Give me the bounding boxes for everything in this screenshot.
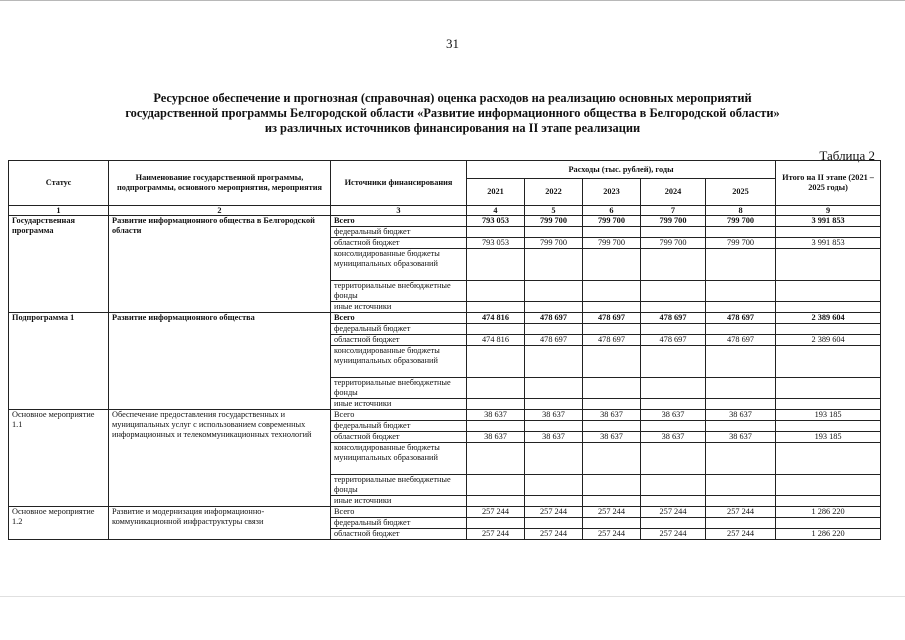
row-name: Развитие информационного общества bbox=[109, 313, 331, 410]
row-source: территориальные внебюджетные фонды bbox=[331, 281, 467, 302]
total-value-cell bbox=[776, 302, 881, 313]
year-value-cell: 478 697 bbox=[583, 335, 641, 346]
year-value-cell: 257 244 bbox=[525, 507, 583, 518]
year-value-cell bbox=[583, 496, 641, 507]
year-value-cell bbox=[706, 399, 776, 410]
row-source: иные источники bbox=[331, 302, 467, 313]
column-number: 4 bbox=[467, 206, 525, 216]
header-year: 2023 bbox=[583, 179, 641, 206]
row-source: Всего bbox=[331, 410, 467, 421]
total-value-cell bbox=[776, 518, 881, 529]
header-expenses: Расходы (тыс. рублей), годы bbox=[467, 161, 776, 179]
row-source: областной бюджет bbox=[331, 238, 467, 249]
year-value-cell bbox=[641, 378, 706, 399]
row-name: Обеспечение предоставления государственных и муниципальных услуг с использованием современных информационных и телекоммуникационных технологий bbox=[109, 410, 331, 507]
row-source: территориальные внебюджетные фонды bbox=[331, 378, 467, 399]
year-value-cell bbox=[641, 475, 706, 496]
year-value-cell: 257 244 bbox=[525, 529, 583, 540]
page-top-rule bbox=[0, 0, 905, 1]
year-value-cell bbox=[525, 346, 583, 378]
year-value-cell bbox=[706, 475, 776, 496]
year-value-cell bbox=[706, 496, 776, 507]
year-value-cell: 257 244 bbox=[583, 529, 641, 540]
row-source: Всего bbox=[331, 313, 467, 324]
row-status: Основное мероприятие 1.1 bbox=[9, 410, 109, 507]
total-value-cell: 193 185 bbox=[776, 432, 881, 443]
year-value-cell bbox=[641, 518, 706, 529]
page-bottom-rule bbox=[0, 596, 905, 597]
year-value-cell bbox=[467, 249, 525, 281]
year-value-cell bbox=[525, 421, 583, 432]
year-value-cell bbox=[706, 378, 776, 399]
year-value-cell bbox=[583, 421, 641, 432]
year-value-cell: 793 053 bbox=[467, 216, 525, 227]
year-value-cell bbox=[467, 346, 525, 378]
total-value-cell: 3 991 853 bbox=[776, 238, 881, 249]
year-value-cell: 799 700 bbox=[641, 216, 706, 227]
header-status: Статус bbox=[9, 161, 109, 206]
page-number: 31 bbox=[446, 36, 459, 51]
year-value-cell bbox=[706, 443, 776, 475]
year-value-cell bbox=[467, 302, 525, 313]
year-value-cell bbox=[706, 249, 776, 281]
year-value-cell bbox=[525, 496, 583, 507]
total-value-cell: 2 389 604 bbox=[776, 313, 881, 324]
column-number: 5 bbox=[525, 206, 583, 216]
total-value-cell bbox=[776, 378, 881, 399]
row-status: Государственная программа bbox=[9, 216, 109, 313]
title-line: Ресурсное обеспечение и прогнозная (справочная) оценка расходов на реализацию основных мероприятий bbox=[153, 91, 752, 105]
column-number: 2 bbox=[109, 206, 331, 216]
year-value-cell bbox=[583, 346, 641, 378]
year-value-cell: 38 637 bbox=[467, 410, 525, 421]
row-source: федеральный бюджет bbox=[331, 227, 467, 238]
year-value-cell: 38 637 bbox=[525, 410, 583, 421]
column-number: 3 bbox=[331, 206, 467, 216]
year-value-cell: 478 697 bbox=[706, 313, 776, 324]
header-year: 2021 bbox=[467, 179, 525, 206]
year-value-cell: 257 244 bbox=[583, 507, 641, 518]
column-number-row bbox=[9, 206, 881, 216]
year-value-cell: 38 637 bbox=[467, 432, 525, 443]
total-value-cell bbox=[776, 496, 881, 507]
year-value-cell bbox=[641, 496, 706, 507]
year-value-cell: 38 637 bbox=[706, 432, 776, 443]
year-value-cell bbox=[706, 518, 776, 529]
year-value-cell bbox=[583, 227, 641, 238]
year-value-cell: 478 697 bbox=[641, 335, 706, 346]
year-value-cell bbox=[467, 518, 525, 529]
year-value-cell: 38 637 bbox=[641, 410, 706, 421]
row-source: территориальные внебюджетные фонды bbox=[331, 475, 467, 496]
year-value-cell bbox=[583, 518, 641, 529]
year-value-cell: 38 637 bbox=[706, 410, 776, 421]
year-value-cell: 793 053 bbox=[467, 238, 525, 249]
year-value-cell bbox=[706, 346, 776, 378]
year-value-cell: 799 700 bbox=[525, 238, 583, 249]
header-row bbox=[9, 161, 881, 179]
year-value-cell: 478 697 bbox=[706, 335, 776, 346]
row-source: федеральный бюджет bbox=[331, 421, 467, 432]
table-row bbox=[9, 216, 881, 227]
total-value-cell bbox=[776, 399, 881, 410]
year-value-cell bbox=[583, 302, 641, 313]
year-value-cell: 478 697 bbox=[525, 335, 583, 346]
year-value-cell bbox=[641, 227, 706, 238]
year-value-cell bbox=[525, 302, 583, 313]
year-value-cell bbox=[641, 281, 706, 302]
year-value-cell bbox=[467, 421, 525, 432]
row-source: консолидированные бюджеты муниципальных образований bbox=[331, 346, 467, 378]
table-row bbox=[9, 507, 881, 518]
year-value-cell bbox=[641, 302, 706, 313]
header-name: Наименование государственной программы, подпрограммы, основного мероприятия, мероприятия bbox=[109, 161, 331, 206]
total-value-cell bbox=[776, 249, 881, 281]
year-value-cell: 38 637 bbox=[583, 410, 641, 421]
year-value-cell bbox=[706, 281, 776, 302]
row-source: областной бюджет bbox=[331, 335, 467, 346]
year-value-cell bbox=[583, 249, 641, 281]
total-value-cell: 1 286 220 bbox=[776, 529, 881, 540]
year-value-cell bbox=[525, 227, 583, 238]
header-total: Итого на II этапе (2021 – 2025 годы) bbox=[776, 161, 881, 206]
year-value-cell: 38 637 bbox=[641, 432, 706, 443]
row-name: Развитие информационного общества в Белгородской области bbox=[109, 216, 331, 313]
year-value-cell: 478 697 bbox=[641, 313, 706, 324]
year-value-cell: 474 816 bbox=[467, 335, 525, 346]
year-value-cell bbox=[525, 518, 583, 529]
year-value-cell: 799 700 bbox=[583, 238, 641, 249]
row-source: иные источники bbox=[331, 399, 467, 410]
title-line: из различных источников финансирования на II этапе реализации bbox=[264, 121, 641, 135]
title-line: государственной программы Белгородской области «Развитие информационного общества в Белгородской области» bbox=[125, 106, 780, 120]
year-value-cell: 799 700 bbox=[706, 238, 776, 249]
resource-table bbox=[8, 160, 881, 540]
header-year: 2025 bbox=[706, 179, 776, 206]
year-value-cell bbox=[641, 324, 706, 335]
total-value-cell: 1 286 220 bbox=[776, 507, 881, 518]
year-value-cell bbox=[467, 443, 525, 475]
year-value-cell: 478 697 bbox=[583, 313, 641, 324]
year-value-cell: 799 700 bbox=[525, 216, 583, 227]
column-number: 1 bbox=[9, 206, 109, 216]
table-label: Таблица 2 bbox=[819, 148, 875, 163]
year-value-cell bbox=[583, 281, 641, 302]
year-value-cell bbox=[525, 281, 583, 302]
row-source: Всего bbox=[331, 216, 467, 227]
row-name: Развитие и модернизация информационно-коммуникационной инфраструктуры связи bbox=[109, 507, 331, 540]
row-source: областной бюджет bbox=[331, 432, 467, 443]
year-value-cell bbox=[583, 443, 641, 475]
year-value-cell bbox=[641, 421, 706, 432]
year-value-cell bbox=[467, 281, 525, 302]
year-value-cell bbox=[467, 324, 525, 335]
year-value-cell bbox=[706, 227, 776, 238]
row-source: федеральный бюджет bbox=[331, 518, 467, 529]
year-value-cell bbox=[467, 378, 525, 399]
year-value-cell bbox=[525, 378, 583, 399]
year-value-cell bbox=[583, 399, 641, 410]
year-value-cell bbox=[525, 249, 583, 281]
year-value-cell bbox=[583, 475, 641, 496]
row-status: Основное мероприятие 1.2 bbox=[9, 507, 109, 540]
year-value-cell bbox=[467, 227, 525, 238]
year-value-cell bbox=[467, 496, 525, 507]
column-number: 7 bbox=[641, 206, 706, 216]
header-year: 2024 bbox=[641, 179, 706, 206]
year-value-cell bbox=[706, 324, 776, 335]
table-row bbox=[9, 313, 881, 324]
year-value-cell: 257 244 bbox=[641, 529, 706, 540]
row-source: Всего bbox=[331, 507, 467, 518]
total-value-cell bbox=[776, 421, 881, 432]
total-value-cell bbox=[776, 475, 881, 496]
year-value-cell: 257 244 bbox=[641, 507, 706, 518]
year-value-cell: 799 700 bbox=[706, 216, 776, 227]
table-body bbox=[9, 216, 881, 540]
row-source: областной бюджет bbox=[331, 529, 467, 540]
year-value-cell: 257 244 bbox=[467, 529, 525, 540]
year-value-cell bbox=[641, 346, 706, 378]
year-value-cell bbox=[525, 475, 583, 496]
total-value-cell: 193 185 bbox=[776, 410, 881, 421]
total-value-cell bbox=[776, 443, 881, 475]
total-value-cell bbox=[776, 227, 881, 238]
year-value-cell: 257 244 bbox=[467, 507, 525, 518]
year-value-cell bbox=[583, 324, 641, 335]
year-value-cell bbox=[467, 475, 525, 496]
total-value-cell bbox=[776, 324, 881, 335]
row-source: федеральный бюджет bbox=[331, 324, 467, 335]
year-value-cell bbox=[583, 378, 641, 399]
total-value-cell bbox=[776, 281, 881, 302]
column-number: 9 bbox=[776, 206, 881, 216]
row-source: иные источники bbox=[331, 496, 467, 507]
year-value-cell: 474 816 bbox=[467, 313, 525, 324]
year-value-cell bbox=[706, 302, 776, 313]
year-value-cell bbox=[525, 324, 583, 335]
document-title bbox=[60, 91, 845, 136]
row-source: консолидированные бюджеты муниципальных образований bbox=[331, 443, 467, 475]
total-value-cell bbox=[776, 346, 881, 378]
year-value-cell bbox=[641, 443, 706, 475]
total-value-cell: 2 389 604 bbox=[776, 335, 881, 346]
year-value-cell bbox=[706, 421, 776, 432]
year-value-cell: 38 637 bbox=[583, 432, 641, 443]
column-number: 6 bbox=[583, 206, 641, 216]
header-sources: Источники финансирования bbox=[331, 161, 467, 206]
year-value-cell bbox=[641, 399, 706, 410]
year-value-cell: 38 637 bbox=[525, 432, 583, 443]
year-value-cell: 257 244 bbox=[706, 529, 776, 540]
year-value-cell bbox=[525, 399, 583, 410]
year-value-cell bbox=[467, 399, 525, 410]
row-source: консолидированные бюджеты муниципальных образований bbox=[331, 249, 467, 281]
year-value-cell bbox=[641, 249, 706, 281]
year-value-cell: 799 700 bbox=[583, 216, 641, 227]
year-value-cell: 799 700 bbox=[641, 238, 706, 249]
total-value-cell: 3 991 853 bbox=[776, 216, 881, 227]
row-status: Подпрограмма 1 bbox=[9, 313, 109, 410]
column-number: 8 bbox=[706, 206, 776, 216]
table-row bbox=[9, 410, 881, 421]
header-year: 2022 bbox=[525, 179, 583, 206]
year-value-cell: 478 697 bbox=[525, 313, 583, 324]
year-value-cell bbox=[525, 443, 583, 475]
year-value-cell: 257 244 bbox=[706, 507, 776, 518]
